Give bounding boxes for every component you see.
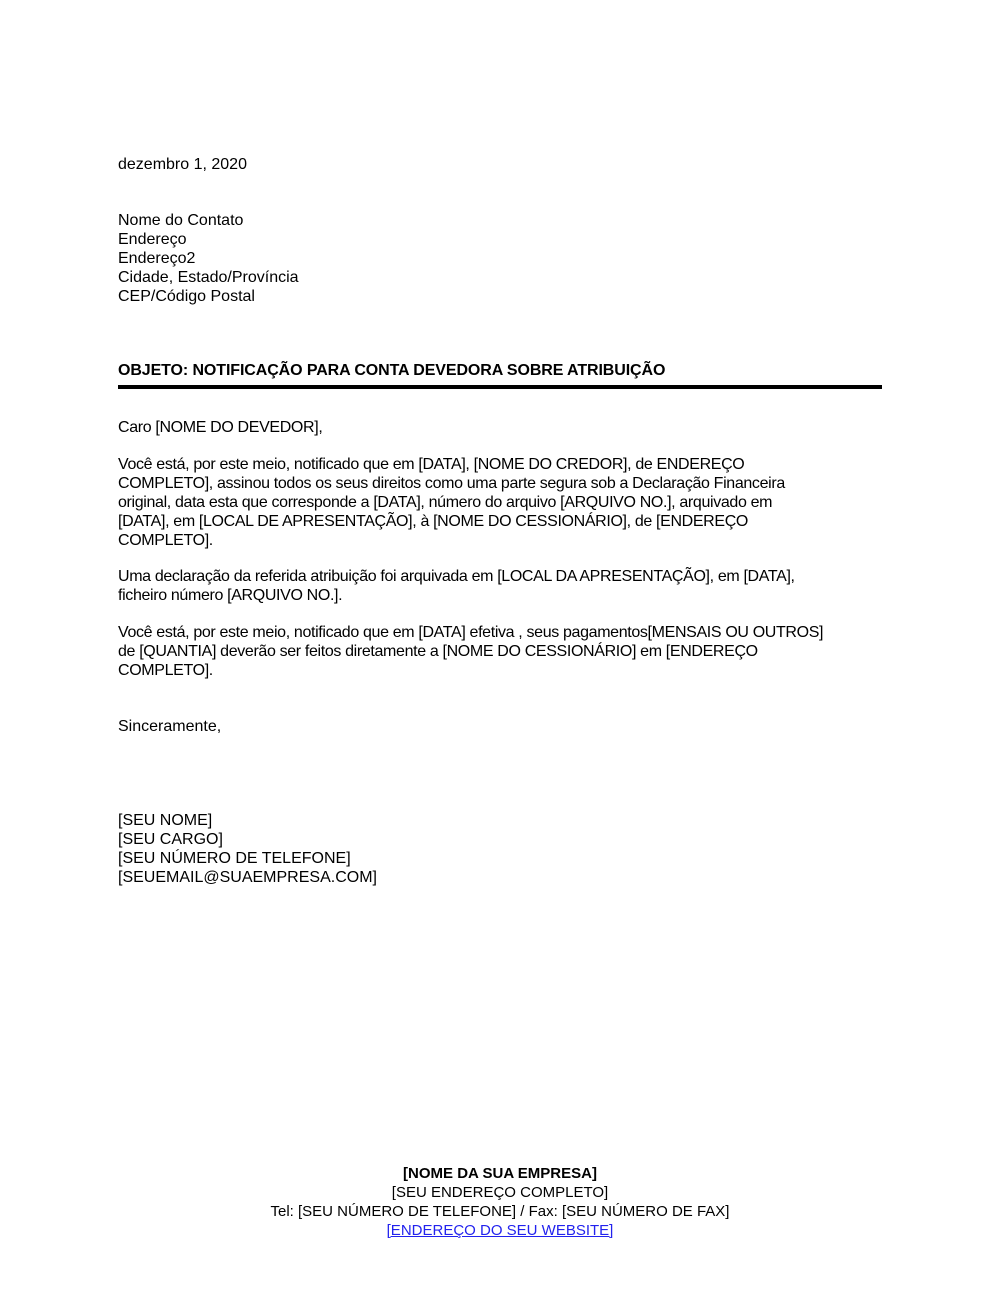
footer-address: [SEU ENDEREÇO COMPLETO] [391,1184,609,1201]
letter-salutation: Caro [NOME DO DEVEDOR], [118,419,323,436]
signature-phone: [SEU NÚMERO DE TELEFONE] [118,850,351,867]
footer-company-name: [NOME DA SUA EMPRESA] [403,1165,597,1182]
paragraph-line: original, data esta que corresponde a [DATA], número do arquivo [ARQUIVO NO.], arquivado em [118,494,773,511]
body-paragraph-1 [118,455,888,550]
letter-closing: Sinceramente, [118,718,222,735]
paragraph-line: ficheiro número [ARQUIVO NO.]. [118,587,343,604]
signature-email: [SEUEMAIL@SUAEMPRESA.COM] [118,869,377,886]
recipient-address-block [118,211,299,306]
recipient-postal-code: CEP/Código Postal [118,288,255,305]
paragraph-line: COMPLETO], assinou todos os seus direitos como uma parte segura sob a Declaração Financeira [118,475,785,492]
paragraph-line: de [QUANTIA] deverão ser feitos diretamente a [NOME DO CESSIONÁRIO] em [ENDEREÇO [118,643,758,660]
recipient-name: Nome do Contato [118,212,244,229]
footer-website-link[interactable]: [ENDEREÇO DO SEU WEBSITE] [386,1222,614,1239]
signature-name: [SEU NOME] [118,812,213,829]
recipient-address-2: Endereço2 [118,250,196,267]
letter-subject: OBJETO: NOTIFICAÇÃO PARA CONTA DEVEDORA SOBRE ATRIBUIÇÃO [118,362,666,379]
body-paragraph-3 [118,623,888,680]
footer-contact: Tel: [SEU NÚMERO DE TELEFONE] / Fax: [SEU NÚMERO DE FAX] [270,1203,730,1220]
paragraph-line: Você está, por este meio, notificado que em [DATA] efetiva , seus pagamentos[MENSAIS OU OUTROS] [118,624,824,641]
signature-block [118,811,377,887]
recipient-address-1: Endereço [118,231,187,248]
signature-title: [SEU CARGO] [118,831,223,848]
paragraph-line: COMPLETO]. [118,532,213,549]
paragraph-line: Uma declaração da referida atribuição foi arquivada em [LOCAL DA APRESENTAÇÃO], em [DATA], [118,568,795,585]
recipient-city-state: Cidade, Estado/Província [118,269,299,286]
letter-date: dezembro 1, 2020 [118,156,247,173]
paragraph-line: [DATA], em [LOCAL DE APRESENTAÇÃO], à [NOME DO CESSIONÁRIO], de [ENDEREÇO [118,513,749,530]
paragraph-line: Você está, por este meio, notificado que em [DATA], [NOME DO CREDOR], de ENDEREÇO [118,456,745,473]
body-paragraph-2 [118,567,888,605]
paragraph-line: COMPLETO]. [118,662,213,679]
company-footer [0,1164,1000,1240]
subject-divider [118,385,882,389]
